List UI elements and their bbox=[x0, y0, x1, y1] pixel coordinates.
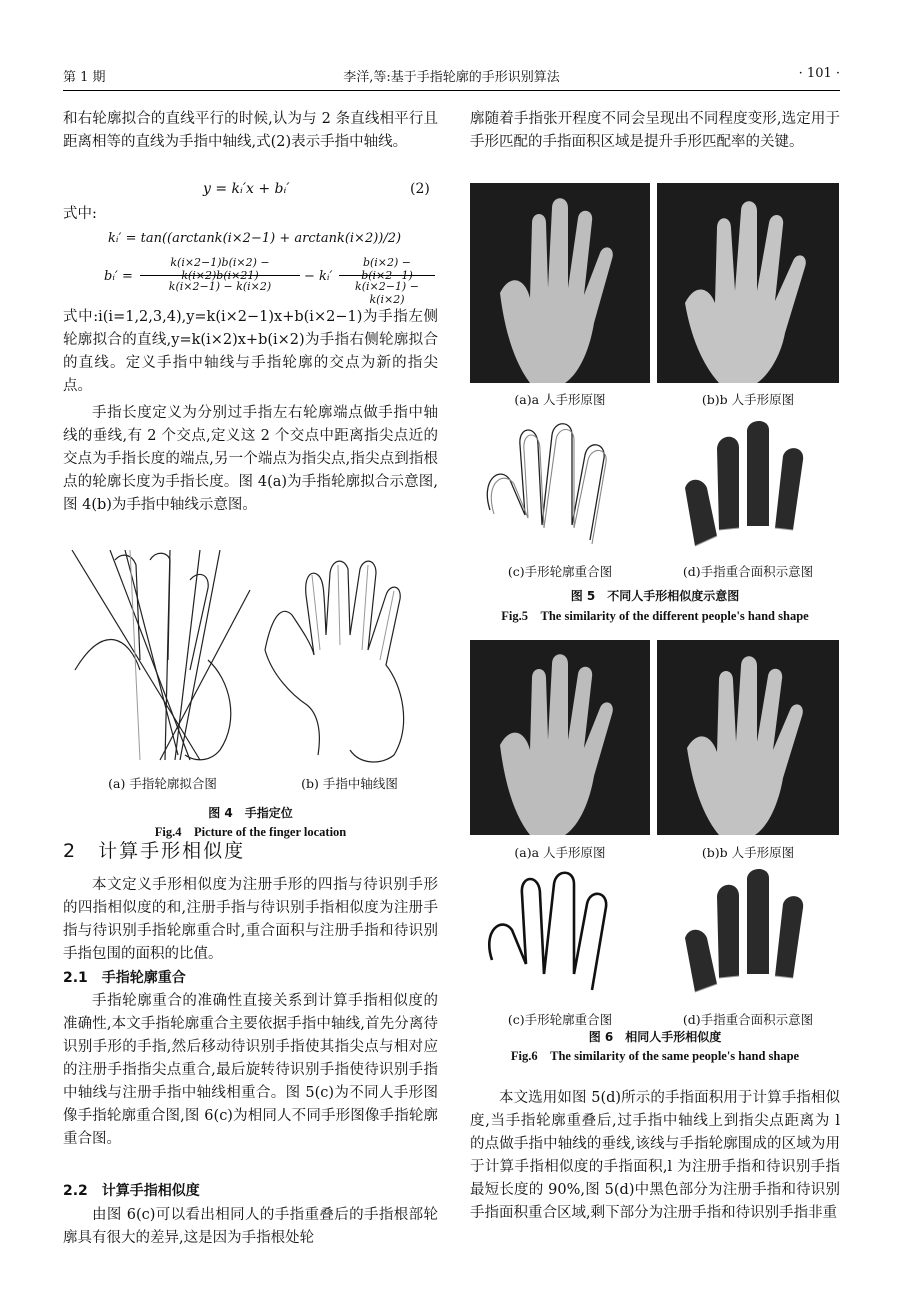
running-header bbox=[63, 66, 840, 88]
fig6-photo-b bbox=[657, 640, 839, 835]
fig5-photo-b bbox=[657, 183, 839, 383]
equation-b-lhs: bᵢ′ = bbox=[104, 269, 133, 284]
where-label: 式中: bbox=[63, 206, 97, 222]
subsection-2-1-paragraph: 手指轮廓重合的准确性直接关系到计算手指相似度的准确性,本文手指轮廓重合主要依据手指中轴线,首先分离待识别手形的手指,然后移动待识别手指使其指尖点与相对应的注册手指指尖点重合,最后旋转待识别手指使待识别手指中轴线与注册手指中轴线相重合。图 5(c)为不同人手形图像手指轮廓重合图,图 6(c)为相同人不同手形图像手指轮廓重合图。 bbox=[63, 993, 438, 1147]
finger-contour-fitting-figure bbox=[70, 550, 255, 765]
running-title: 李洋,等:基于手指轮廓的手形识别算法 bbox=[343, 70, 560, 85]
fig5-caption-cn: 图 5 不同人手形相似度示意图 bbox=[570, 589, 740, 603]
subsection-2-2-paragraph: 由图 6(c)可以看出相同人的手指重叠后的手指根部轮廓具有很大的差异,这是因为手指根处轮 bbox=[63, 1207, 438, 1246]
issue-number: 第 1 期 bbox=[63, 70, 106, 85]
fig6-photo-a bbox=[470, 640, 650, 835]
hand-photo-icon bbox=[470, 640, 650, 835]
section-2-paragraph: 本文定义手形相似度为注册手形的四指与待识别手形的四指相似度的和,注册手指与待识别手指相似度为注册手指与待识别手指轮廓重合时,重合面积与注册手指和待识别手指包围的面积的比值。 bbox=[63, 877, 438, 962]
subsection-2-1-heading: 2.1 手指轮廓重合 bbox=[63, 970, 186, 986]
equation-b bbox=[104, 256, 419, 306]
fig6-area-overlap bbox=[675, 866, 835, 1006]
subsection-2-2-heading: 2.2 计算手指相似度 bbox=[63, 1183, 200, 1199]
header-rule bbox=[63, 90, 840, 91]
where-paragraph: 式中:i(i=1,2,3,4),y=k(i×2−1)x+b(i×2−1)为手指左侧轮廓拟合的直线,y=k(i×2)x+b(i×2)为手指右侧轮廓拟合的直线。定义手指中轴线与手指轮廓的交点为新的指尖点。 bbox=[63, 309, 438, 394]
equation-b-mid: − kᵢ′ bbox=[304, 269, 333, 284]
finger-central-axis-figure bbox=[262, 555, 437, 765]
equation-b-numerator-2: b(i×2) − b(i×2−1) bbox=[361, 256, 413, 282]
equation-2: y = kᵢ′x + bᵢ′ bbox=[203, 181, 290, 197]
equation-b-numerator-1: k(i×2−1)b(i×2) − k(i×2)b(i×21) bbox=[170, 256, 270, 282]
fig6-caption-cn: 图 6 相同人手形相似度 bbox=[588, 1030, 722, 1044]
fig6-subcaption-b: (b)b 人手形原图 bbox=[701, 845, 795, 860]
fig5-subcaption-d: (d)手指重合面积示意图 bbox=[682, 564, 814, 579]
fig5-area-overlap bbox=[675, 418, 835, 558]
equation-b-denominator-1: k(i×2−1) − k(i×2) bbox=[168, 280, 272, 293]
equation-2-number: (2) bbox=[410, 181, 430, 197]
intro-paragraph: 和右轮廓拟合的直线平行的时候,认为与 2 条直线相平行且距离相等的直线为手指中轴线,式(2)表示手指中轴线。 bbox=[63, 111, 438, 150]
fig4-subcaption-a: (a) 手指轮廓拟合图 bbox=[108, 776, 217, 791]
fig4-subcaption-b: (b) 手指中轴线图 bbox=[301, 776, 398, 791]
fig6-subcaption-c: (c)手形轮廓重合图 bbox=[507, 1012, 613, 1027]
fig6-contour-overlap bbox=[480, 868, 645, 1008]
right-bottom-paragraph: 本文选用如图 5(d)所示的手指面积用于计算手指相似度,当手指轮廓重叠后,过手指中轴线上到指尖点距离为 l 的点做手指中轴线的垂线,该线与手指轮廓围成的区域为用于计算手指相似度的手指面积,l 为注册手指和待识别手指最短长度的 90%,图 5(d)中黑色部分为注册手指和待识别手指面积重合区域,剩下部分为注册手指和待识别手指非重 bbox=[470, 1090, 840, 1221]
fig6-subcaption-a: (a)a 人手形原图 bbox=[514, 845, 606, 860]
fig5-contour-overlap bbox=[480, 420, 645, 560]
right-top-paragraph: 廓随着手指张开程度不同会呈现出不同程度变形,选定用于手形匹配的手指面积区域是提升手形匹配率的关键。 bbox=[470, 111, 840, 150]
fraction-bar bbox=[339, 275, 435, 276]
fig5-subcaption-b: (b)b 人手形原图 bbox=[701, 392, 795, 407]
hand-photo-icon bbox=[657, 183, 839, 383]
fraction-bar bbox=[140, 275, 300, 276]
page-number: · 101 · bbox=[798, 66, 840, 81]
equation-b-denominator-2: k(i×2−1) − k(i×2) bbox=[355, 280, 419, 306]
fig6-subcaption-d: (d)手指重合面积示意图 bbox=[682, 1012, 814, 1027]
fig5-caption-en: Fig.5 The similarity of the different people's hand shape bbox=[501, 609, 809, 623]
fig5-photo-a bbox=[470, 183, 650, 383]
hand-photo-icon bbox=[470, 183, 650, 383]
finger-length-paragraph: 手指长度定义为分别过手指左右轮廓端点做手指中轴线的垂线,有 2 个交点,定义这 2 个交点中距离指尖点近的交点为手指长度的端点,另一个端点为指尖点,指尖点到指根点的轮廓长度为手指长度。图 4(a)为手指轮廓拟合示意图,图 4(b)为手指中轴线示意图。 bbox=[63, 405, 438, 513]
fig6-caption-en: Fig.6 The similarity of the same people's hand shape bbox=[510, 1049, 800, 1063]
fig4-caption-cn: 图 4 手指定位 bbox=[208, 806, 293, 820]
equation-k: kᵢ′ = tan((arctank(i×2−1) + arctank(i×2))/2) bbox=[108, 231, 402, 246]
fig4-caption-en: Fig.4 Picture of the finger location bbox=[154, 825, 347, 839]
section-2-heading: 2 计算手形相似度 bbox=[63, 840, 246, 862]
hand-photo-icon bbox=[657, 640, 839, 835]
fig5-subcaption-c: (c)手形轮廓重合图 bbox=[507, 564, 613, 579]
fig5-subcaption-a: (a)a 人手形原图 bbox=[514, 392, 606, 407]
